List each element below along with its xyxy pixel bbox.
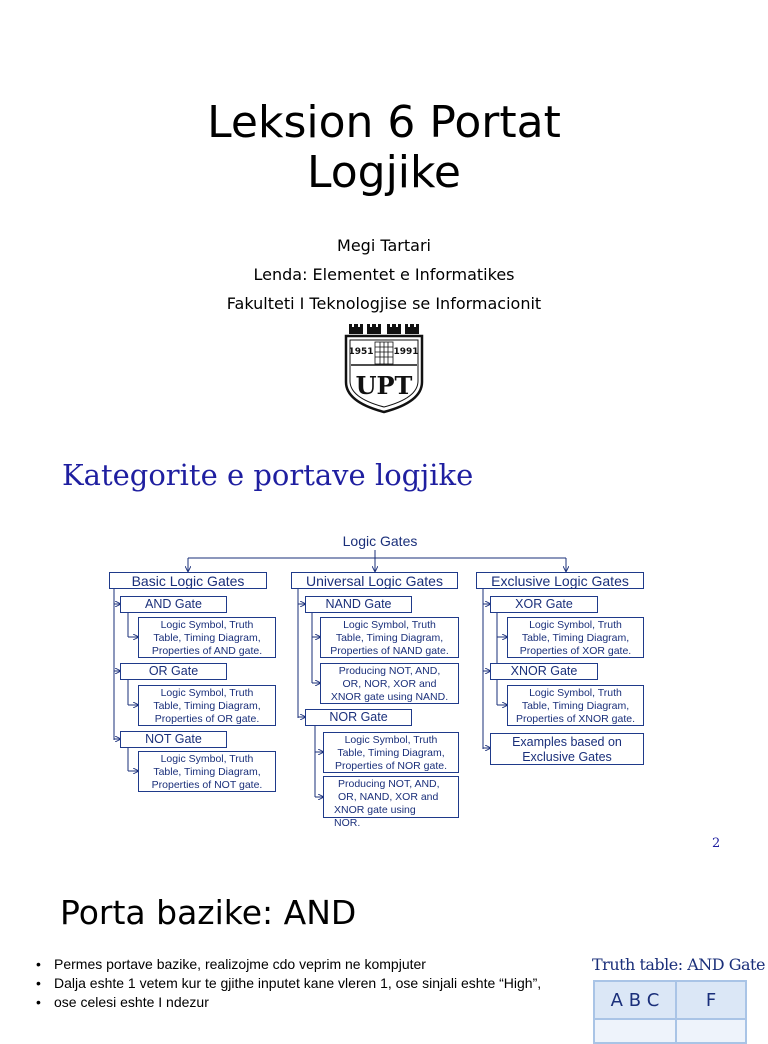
desc-xor: Logic Symbol, Truth Table, Timing Diagram, Properties of XOR gate. (507, 617, 644, 658)
truth-table-title: Truth table: AND Gate (592, 955, 765, 974)
desc-xnor: Logic Symbol, Truth Table, Timing Diagram, Properties of XNOR gate. (507, 685, 644, 726)
gate-xnor: XNOR Gate (490, 663, 598, 680)
gate-not: NOT Gate (120, 731, 227, 748)
logo-text: UPT (355, 371, 413, 400)
gate-and: AND Gate (120, 596, 227, 613)
header-exclusive: Exclusive Logic Gates (476, 572, 644, 589)
gate-nand: NAND Gate (305, 596, 412, 613)
diagram-root: Logic Gates (342, 533, 418, 549)
examples-exclusive: Examples based on Exclusive Gates (490, 733, 644, 765)
desc-and: Logic Symbol, Truth Table, Timing Diagram, Properties of AND gate. (138, 617, 276, 658)
truth-table-header-output: F (676, 981, 746, 1019)
upt-logo (343, 322, 425, 419)
faculty: Fakulteti I Teknologjise se Informacionit (226, 294, 542, 313)
header-universal: Universal Logic Gates (291, 572, 458, 589)
desc-or: Logic Symbol, Truth Table, Timing Diagram, Properties of OR gate. (138, 685, 276, 726)
slide1-title (0, 98, 768, 198)
truth-table-header-inputs: A B C (594, 981, 676, 1019)
course: Lenda: Elementet e Informatikes (253, 265, 515, 284)
desc-nor: Logic Symbol, Truth Table, Timing Diagram, Properties of NOR gate. (323, 732, 459, 773)
gate-or: OR Gate (120, 663, 227, 680)
bullet-item: • ose celesi eshte I ndezur (36, 993, 541, 1012)
desc-nor-producing: Producing NOT, AND, OR, NAND, XOR and XNOR gate using NOR. (323, 776, 459, 818)
author: Megi Tartari (337, 236, 431, 255)
slide2-title: Kategorite e portave logjike (62, 458, 474, 492)
slide3-title: Porta bazike: AND (60, 893, 357, 932)
title-line2: Logjike (306, 147, 462, 198)
bullet-item: • Permes portave bazike, realizojme cdo veprim ne kompjuter (36, 955, 541, 974)
truth-table-cell (676, 1019, 746, 1043)
bullet-list (36, 955, 541, 1012)
bullet-item: • Dalja eshte 1 vetem kur te gjithe inputet kane vleren 1, ose sinjali eshte “High”, (36, 974, 541, 993)
header-basic: Basic Logic Gates (109, 572, 267, 589)
gate-nor: NOR Gate (305, 709, 412, 726)
desc-not: Logic Symbol, Truth Table, Timing Diagram, Properties of NOT gate. (138, 751, 276, 792)
truth-table-cell (594, 1019, 676, 1043)
gate-xor: XOR Gate (490, 596, 598, 613)
title-line1: Leksion 6 Portat (207, 97, 561, 148)
desc-nand: Logic Symbol, Truth Table, Timing Diagram, Properties of NAND gate. (320, 617, 459, 658)
page-number: 2 (712, 836, 721, 851)
logo-year-left: 1951 (348, 347, 374, 357)
desc-nand-producing: Producing NOT, AND, OR, NOR, XOR and XNOR gate using NAND. (320, 663, 459, 704)
logo-year-right: 1991 (393, 347, 419, 357)
truth-table (593, 980, 747, 1044)
